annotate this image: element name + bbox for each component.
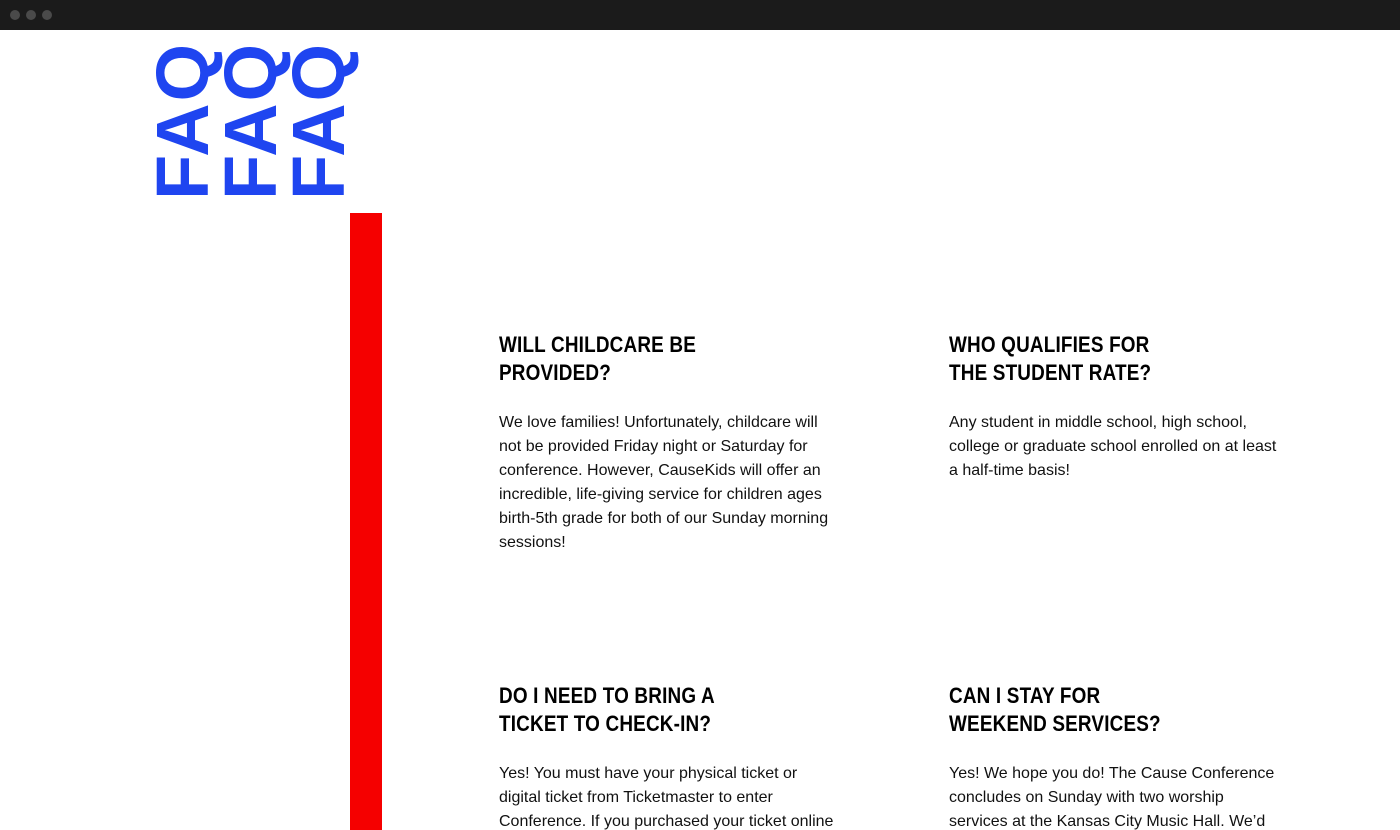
window-maximize-icon[interactable] [42,10,52,20]
faq-heading-word-3: FAQ [277,41,360,200]
faq-question: WILL CHILDCARE BE PROVIDED? [499,332,697,385]
red-accent-bar [350,213,382,830]
faq-answer: Yes! We hope you do! The Cause Conference concludes on Sunday with two worship services at the Kansas City Music Hall. We’d [949,765,1275,830]
browser-titlebar [0,0,1400,30]
window-close-icon[interactable] [10,10,20,20]
faq-item-weekend-services [949,682,1284,830]
faq-question: CAN I STAY FOR WEEKEND SERVICES? [949,683,1161,736]
faq-item-childcare [499,331,839,555]
faq-question: WHO QUALIFIES FOR THE STUDENT RATE? [949,332,1152,385]
faq-item-student-rate [949,331,1284,483]
faq-answer: We love families! Unfortunately, childcare will not be provided Friday night or Saturday for conference. However, CauseKids will offer an incredible, life-giving service for children ages birth-5th grade for both of our Sunday morning sessions! [499,414,829,551]
faq-answer: Yes! You must have your physical ticket or digital ticket from Ticketmaster to enter Conference. If you purchased your ticket online [499,765,834,830]
window-minimize-icon[interactable] [26,10,36,20]
faq-question: DO I NEED TO BRING A TICKET TO CHECK-IN? [499,683,715,736]
faq-answer: Any student in middle school, high school, college or graduate school enrolled on at least a half-time basis! [949,414,1277,479]
faq-item-ticket-check-in [499,682,841,830]
faq-heading-word-2: FAQ [209,41,292,200]
faq-heading-word-1: FAQ [141,41,224,200]
